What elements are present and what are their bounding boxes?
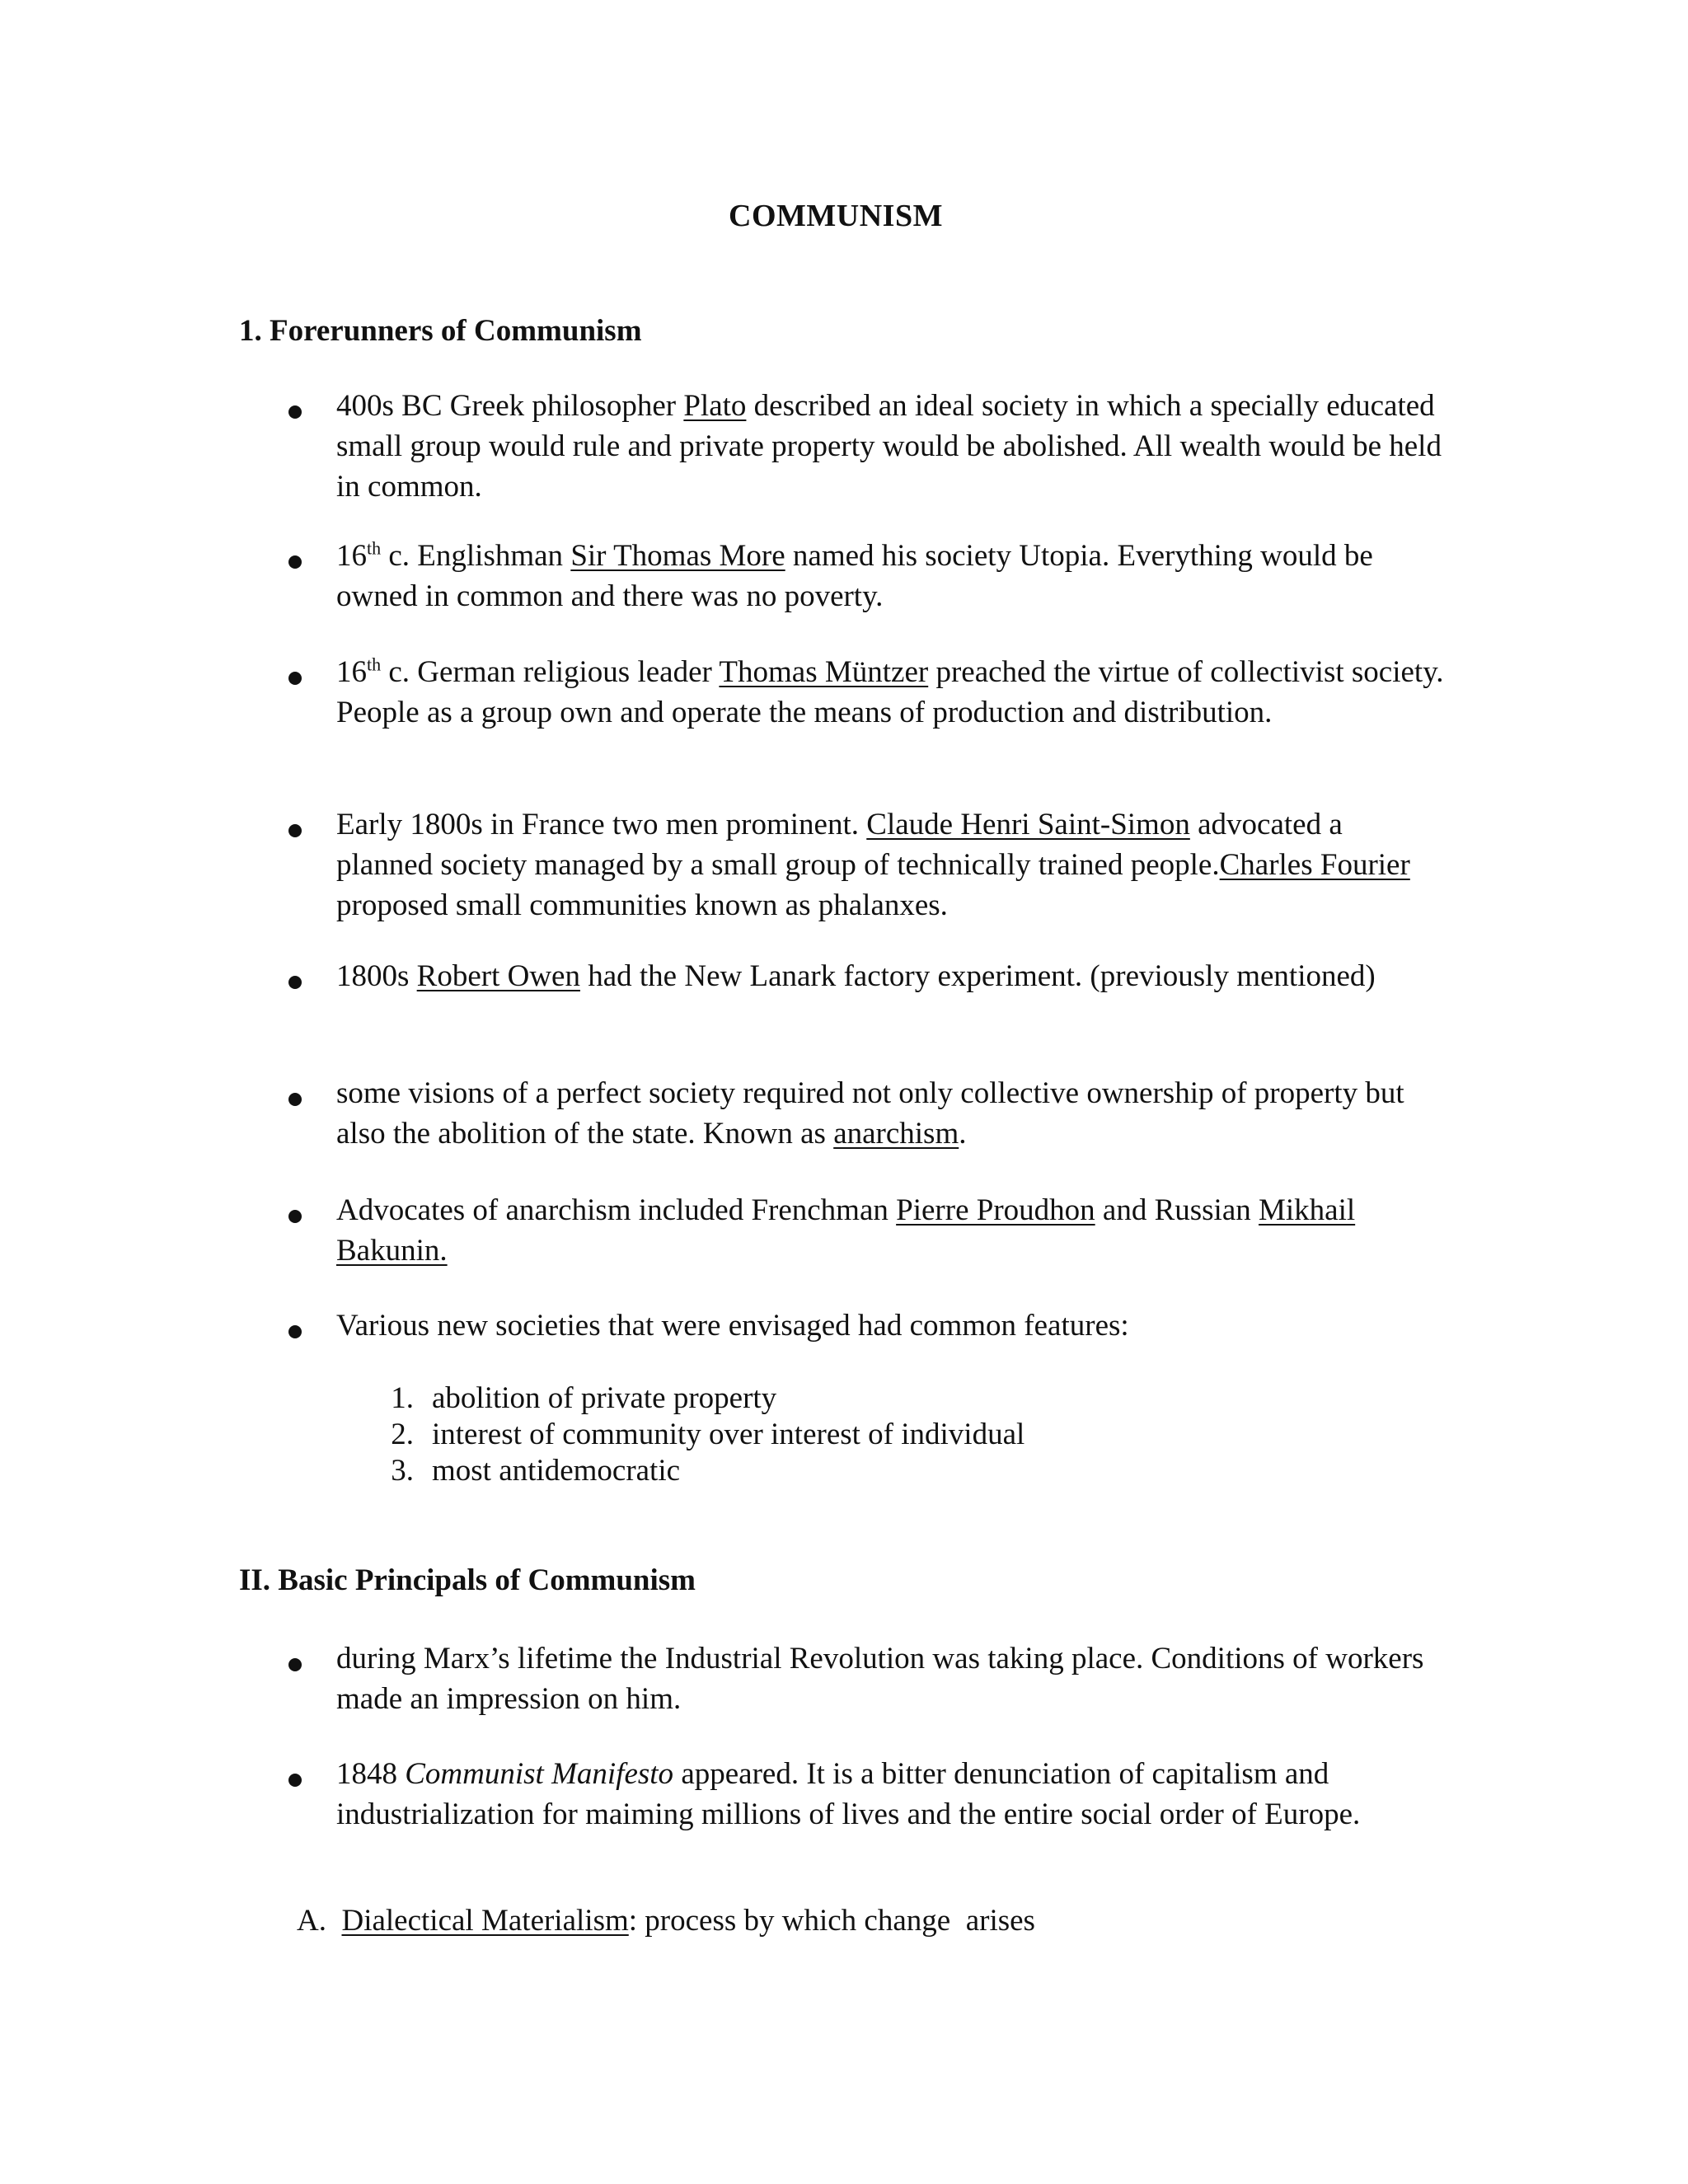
list-item-saint-simon-fourier: Early 1800s in France two men prominent. Claude Henri Saint-Simon advocated a planned society managed by a small group of technically trained people.Charles Fourier proposed small communities known as phalanxes. [336, 808, 1410, 922]
feature-number: 2. [391, 1418, 414, 1451]
bullet-icon [288, 976, 302, 989]
bullet-icon [288, 1658, 302, 1671]
work-title: Communist Manifesto [405, 1757, 674, 1791]
underlined-name: Charles Fourier [1219, 848, 1410, 882]
feature-item: most antidemocratic [432, 1454, 681, 1488]
bullet-icon [288, 672, 302, 685]
list-item-industrial-revolution: during Marx’s lifetime the Industrial Revolution was taking place. Conditions of workers made an impression on him. [336, 1642, 1424, 1716]
underlined-name: Pierre Proudhon [896, 1193, 1095, 1227]
list-item-communist-manifesto: 1848 Communist Manifesto appeared. It is a bitter denunciation of capitalism and industrialization for maiming millions of lives and the entire social order of Europe. [336, 1757, 1361, 1831]
section-heading-forerunners: 1. Forerunners of Communism [239, 314, 642, 348]
underlined-name: Claude Henri Saint-Simon [866, 808, 1190, 841]
document-title: COMMUNISM [729, 199, 943, 233]
list-item-thomas-more: 16th c. Englishman Sir Thomas More named his society Utopia. Everything would be owned in common and there was no poverty. [336, 537, 1373, 613]
underlined-name: Robert Owen [416, 959, 580, 993]
bullet-icon [288, 1774, 302, 1787]
section-heading-basic-principals: II. Basic Principals of Communism [239, 1563, 696, 1597]
underlined-name: anarchism [833, 1117, 959, 1151]
list-item-anarchism: some visions of a perfect society required not only collective ownership of property but also the abolition of the state. Known as anarchism. [336, 1076, 1404, 1151]
subheading-dialectical-materialism: A. Dialectical Materialism: process by which change arises [297, 1904, 1035, 1938]
bullet-icon [288, 824, 302, 837]
list-item-plato: 400s BC Greek philosopher Plato described an ideal society in which a specially educated small group would rule and private property would be abolished. All wealth would be held in common. [336, 389, 1442, 504]
list-item-anarchism-advocates: Advocates of anarchism included Frenchman Pierre Proudhon and Russian Mikhail Bakunin. [336, 1193, 1356, 1268]
list-item-robert-owen: 1800s Robert Owen had the New Lanark factory experiment. (previously mentioned) [336, 959, 1376, 993]
list-item-muntzer: 16th c. German religious leader Thomas Müntzer preached the virtue of collectivist society. People as a group own and operate the means of production and distribution. [336, 654, 1444, 729]
feature-number: 3. [391, 1454, 414, 1488]
bullet-icon [288, 1210, 302, 1223]
bullet-icon [288, 1093, 302, 1106]
underlined-name: Sir Thomas More [570, 539, 785, 573]
underlined-name: Plato [683, 389, 747, 423]
bullet-icon [288, 405, 302, 419]
feature-number: 1. [391, 1381, 414, 1415]
underlined-term: Dialectical Materialism [341, 1904, 629, 1938]
bullet-icon [288, 555, 302, 569]
feature-item: interest of community over interest of individual [432, 1418, 1025, 1451]
underlined-name: Thomas Müntzer [719, 655, 929, 689]
list-item-common-features: Various new societies that were envisaged had common features: [336, 1309, 1129, 1343]
feature-item: abolition of private property [432, 1381, 777, 1415]
bullet-icon [288, 1325, 302, 1338]
underlined-name: Mikhail Bakunin. [336, 1193, 1356, 1268]
